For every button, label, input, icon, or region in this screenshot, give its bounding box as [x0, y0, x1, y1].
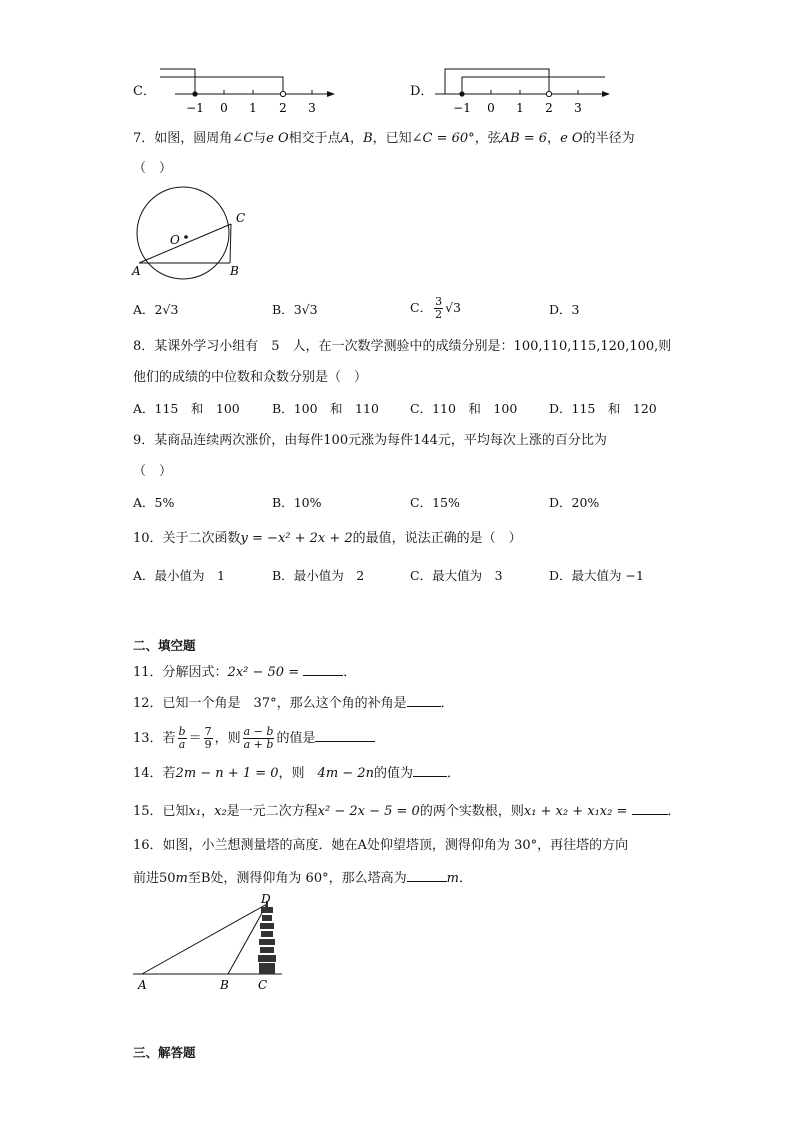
q8-option-c[interactable]: C．110 和 100 — [410, 401, 518, 416]
q9-stem-line2: （ ） — [133, 464, 173, 479]
q7-option-d[interactable]: D．3 — [549, 302, 580, 317]
q11-answer-blank[interactable] — [303, 663, 343, 676]
q9-option-c[interactable]: C．15% — [410, 495, 460, 510]
q6-option-c-label: C． — [133, 84, 156, 99]
q6c-tick-neg1: −1 — [186, 101, 204, 115]
q6c-tick-1: 1 — [249, 101, 257, 115]
q6-option-d-number-line — [430, 66, 615, 116]
q7-fig-label-b: B — [230, 264, 239, 278]
q7-stem: 7．如图，圆周角∠C与e O相交于点A，B，已知∠C = 60°，弦AB = 6，e O的半径为 — [133, 131, 635, 146]
q6c-tick-3: 3 — [308, 101, 316, 115]
q12-answer-blank[interactable] — [407, 694, 441, 707]
q6d-tick-3: 3 — [574, 101, 582, 115]
q16-stem-line1: 16．如图，小兰想测量塔的高度．她在A处仰望塔顶，测得仰角为 30°，再往塔的方向 — [133, 838, 629, 853]
q6c-tick-0: 0 — [220, 101, 228, 115]
q13-stem: 13．若 $\frac{b}{a}$ ＝ $\frac{7}{9}$ ，则 $\frac{a - b}{a + b}$ 的值是 — [133, 726, 375, 752]
q9-stem-line1: 9．某商品连续两次涨价，由每件100元涨为每件144元，平均每次上涨的百分比为 — [133, 433, 607, 448]
q6d-tick-2: 2 — [545, 101, 553, 115]
q7-option-b[interactable]: B．3√3 — [272, 302, 318, 317]
q8-option-b[interactable]: B．100 和 110 — [272, 401, 379, 416]
q6-option-d-label: D． — [410, 84, 434, 99]
q10-option-c[interactable]: C．最大值为 3 — [410, 568, 503, 583]
q15-stem: 15．已知x₁，x₂是一元二次方程x² − 2x − 5 = 0的两个实数根，则x₁ + x₂ + x₁x₂ = ． — [133, 804, 681, 819]
q16-answer-blank[interactable] — [407, 869, 447, 882]
q6c-tick-2: 2 — [279, 101, 287, 115]
q6-option-c-number-line — [155, 66, 340, 116]
q14-stem: 14．若2m − n + 1 = 0，则 4m − 2n的值为 ． — [133, 766, 460, 781]
q7-answer-paren: （ ） — [133, 161, 173, 176]
q16-tower-figure — [130, 893, 290, 993]
section-heading-solve: 三、解答题 — [133, 1045, 196, 1060]
q9-option-d[interactable]: D．20% — [549, 495, 600, 510]
q8-option-a[interactable]: A．115 和 100 — [133, 401, 240, 416]
q6d-tick-0: 0 — [487, 101, 495, 115]
q7-fig-label-a: A — [132, 264, 141, 278]
q10-stem: 10．关于二次函数y = −x² + 2x + 2的最值，说法正确的是（ ） — [133, 531, 522, 546]
q15-answer-blank[interactable] — [632, 802, 668, 815]
section-heading-fill-in: 二、填空题 — [133, 638, 196, 653]
q9-option-a[interactable]: A．5% — [133, 495, 175, 510]
q10-option-b[interactable]: B．最小值为 2 — [272, 568, 365, 583]
q14-answer-blank[interactable] — [413, 764, 447, 777]
q10-option-a[interactable]: A．最小值为 1 — [133, 568, 225, 583]
q8-stem-line2: 他们的成绩的中位数和众数分别是（ ） — [133, 370, 368, 385]
pagoda-tower-icon — [258, 901, 276, 974]
q7-circle-figure — [130, 180, 260, 280]
q12-stem: 12．已知一个角是 37°，那么这个角的补角是 ． — [133, 696, 454, 711]
q7-option-a[interactable]: A．2√3 — [133, 302, 179, 317]
q8-stem-line1: 8．某课外学习小组有 5 人，在一次数学测验中的成绩分别是：100,110,115,120,100,则 — [133, 339, 672, 354]
q6d-tick-neg1: −1 — [453, 101, 471, 115]
q13-answer-blank[interactable] — [315, 729, 375, 742]
q16-fig-label-a: A — [138, 978, 147, 992]
q7-fig-label-o: O — [170, 233, 180, 247]
q16-fig-label-c: C — [258, 978, 268, 992]
q7-fig-label-c: C — [236, 211, 246, 225]
q8-option-d[interactable]: D．115 和 120 — [549, 401, 657, 416]
q16-fig-label-b: B — [220, 978, 229, 992]
q16-fig-label-d: D — [261, 892, 271, 906]
q16-stem-line2: 前进50m至B处，测得仰角为 60°，那么塔高为 m． — [133, 871, 472, 886]
q10-option-d[interactable]: D．最大值为 −1 — [549, 568, 644, 583]
q6d-tick-1: 1 — [516, 101, 524, 115]
q11-stem: 11．分解因式：2x² − 50 = ． — [133, 665, 357, 680]
q7-option-c[interactable]: C． $\frac{3}{2}$ √3 — [410, 295, 461, 321]
q9-option-b[interactable]: B．10% — [272, 495, 322, 510]
